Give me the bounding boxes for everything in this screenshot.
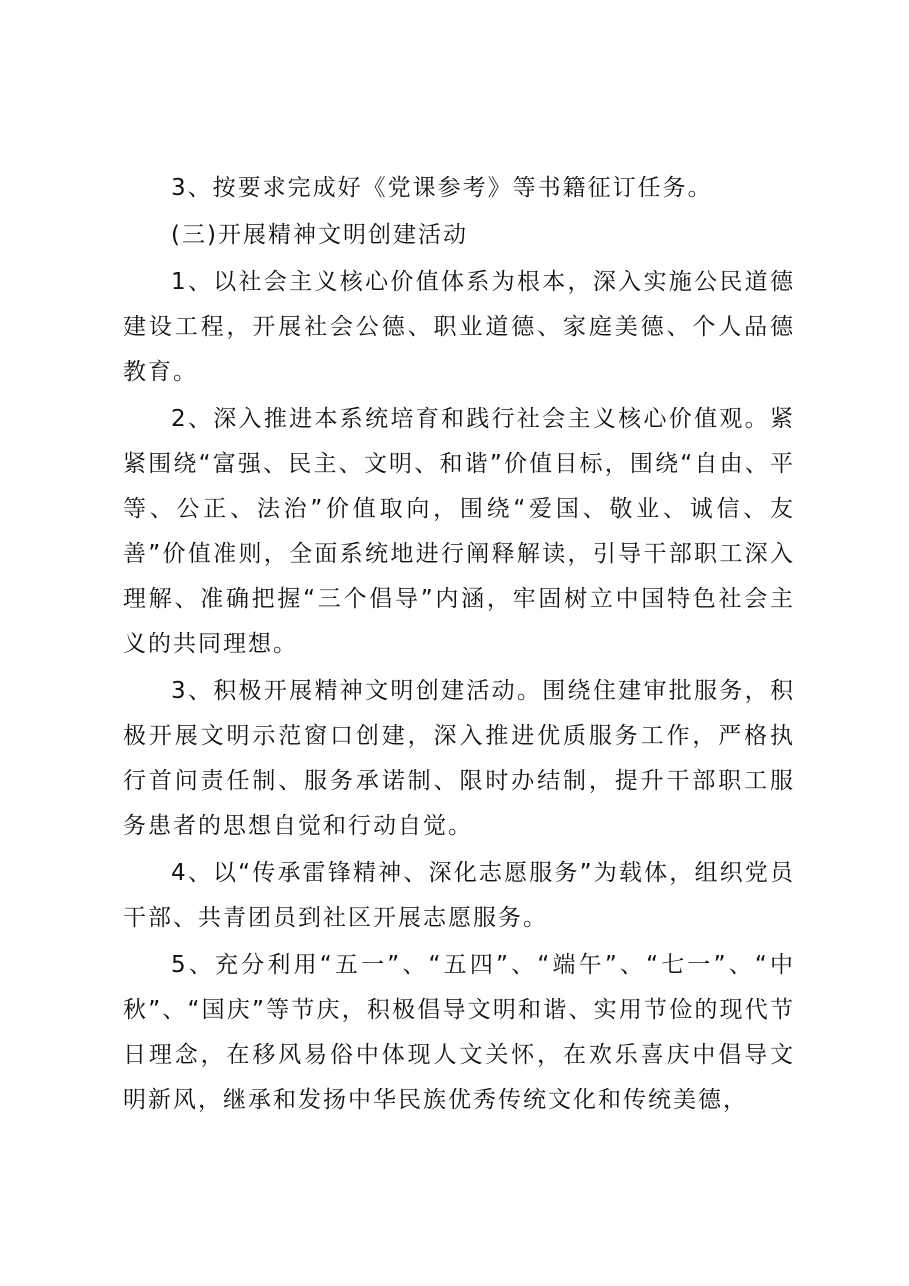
document-body: [123, 166, 795, 1125]
paragraph-item-4-volunteer-service: 4、以“传承雷锋精神、深化志愿服务”为载体，组织党员干部、共青团员到社区开展志愿服务。: [123, 860, 795, 931]
paragraph-item-5-festivals: 5、充分利用“五一”、“五四”、“端午”、“七一”、“中秋”、“国庆”等节庆，积极倡导文明和谐、实用节俭的现代节日理念，在移风易俗中体现人文关怀，在欢乐喜庆中倡导文明新风，继承和发扬中华民族优秀传统文化和传统美德，: [123, 952, 795, 1113]
section-heading-spiritual-civilization: (三)开展精神文明创建活动: [171, 222, 468, 248]
paragraph-item-3-civilization-activities: 3、积极开展精神文明创建活动。围绕住建审批服务，积极开展文明示范窗口创建，深入推进优质服务工作，严格执行首问责任制、服务承诺制、限时办结制，提升干部职工服务患者的思想自觉和行动自觉。: [123, 678, 795, 839]
paragraph-item-1-core-values: 1、以社会主义核心价值体系为根本，深入实施公民道德建设工程，开展社会公德、职业道德、家庭美德、个人品德教育。: [123, 269, 795, 385]
paragraph-item-2-socialist-values: 2、深入推进本系统培育和践行社会主义核心价值观。紧紧围绕“富强、民主、文明、和谐”价值目标，围绕“自由、平等、公正、法治”价值取向，围绕“爱国、敬业、诚信、友善”价值准则，全面系统地进行阐释解读，引导干部职工深入理解、准确把握“三个倡导”内涵，牢固树立中国特色社会主义的共同理想。: [123, 406, 795, 657]
paragraph-item-3-subscription: 3、按要求完成好《党课参考》等书籍征订任务。: [171, 175, 713, 201]
